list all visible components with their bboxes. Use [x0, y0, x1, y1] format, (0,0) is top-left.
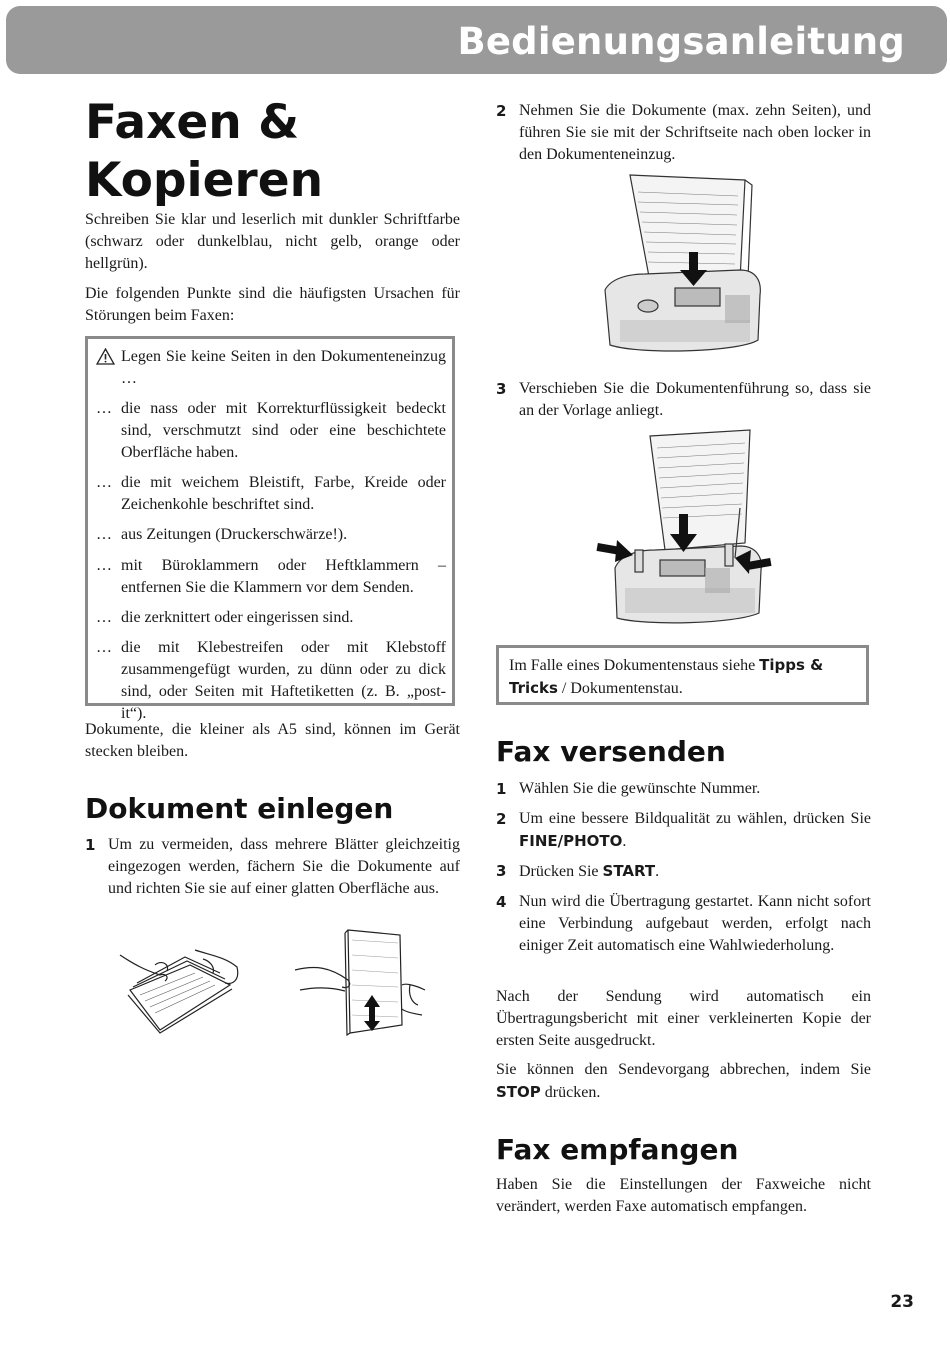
- document-jam-note: Im Falle eines Dokumentenstaus siehe Tipps & Tricks / Dokumentenstau.: [496, 645, 869, 705]
- fax-guide-adjust-illustration: [595, 428, 773, 628]
- fax-empfangen-text: Haben Sie die Einstellungen der Faxweiche nicht verändert, werden Faxe automatisch empfangen.: [496, 1176, 871, 1215]
- fax-document-insert-illustration: [600, 170, 765, 360]
- stop-key: STOP: [496, 1083, 541, 1101]
- start-key: START: [602, 862, 656, 880]
- versenden-step-4: 4 Nun wird die Übertragung gestartet. Kann nicht sofort eine Verbindung aufgebaut werden, erfolgt nach einiger Zeit automatisch eine Wahlwiederholung.: [496, 893, 871, 954]
- warning-box: Legen Sie keine Seiten in den Dokumenteneinzug … … die nass oder mit Korrekturflüssigkeit bedeckt sind, verschmutzt sind oder eine beschichtete Oberfläche haben. … die mit weichem Bleistift, Farbe, Kreide oder Zeichenkohle beschriftet sind. … aus Zeitungen (Druckerschwärze!). … mit Büroklammern oder Heftklammern – entfernen Sie die Klammern vor dem Senden. … die zerknittert oder eingerissen sind. … die mit Klebestreifen oder mit Klebstoff zusammengefügt wurden, zu dünn oder zu dick sind, oder Seiten mit Haftetiketten (z. B. „post-it“).: [85, 336, 455, 706]
- page-title-line-2: Kopieren: [85, 153, 324, 208]
- transmission-report-text: Nach der Sendung wird automatisch ein Übertragungsbericht mit einer verkleinerten Kopie der ersten Seite ausgedruckt.: [496, 988, 871, 1049]
- aligning-stack-illustration: [290, 925, 430, 1040]
- dokument-einlegen-heading: Dokument einlegen: [85, 792, 394, 825]
- versenden-step-1: 1 Wählen Sie die gewünschte Nummer.: [496, 780, 761, 798]
- page-title-line-1: Faxen &: [85, 95, 300, 150]
- versenden-step-3: 3 Drücken Sie START.: [496, 862, 660, 880]
- tipps-tricks-reference: Tipps & Tricks: [509, 656, 824, 697]
- intro-paragraph-2: Die folgenden Punkte sind die häufigsten Ursachen für Störungen beim Faxen:: [85, 285, 460, 324]
- fine-photo-key: FINE/PHOTO: [519, 832, 623, 850]
- einlegen-step-2: 2 Nehmen Sie die Dokumente (max. zehn Seiten), und führen Sie sie mit der Schriftseite nach oben locker in den Dokumenteneinzug.: [496, 102, 871, 163]
- header-title: Bedienungsanleitung: [457, 20, 905, 63]
- a5-note: Dokumente, die kleiner als A5 sind, können im Gerät stecken bleiben.: [85, 721, 460, 760]
- warning-first-text: Legen Sie keine Seiten in den Dokumenteneinzug …: [121, 348, 446, 387]
- versenden-step-2: 2 Um eine bessere Bildqualität zu wählen, drücken Sie FINE/PHOTO.: [496, 810, 871, 850]
- header-bar: [6, 6, 947, 74]
- warning-triangle-icon: [96, 346, 115, 370]
- einlegen-step-3: 3 Verschieben Sie die Dokumentenführung so, dass sie an der Vorlage anliegt.: [496, 380, 871, 419]
- page-title: [85, 94, 323, 210]
- fax-empfangen-heading: Fax empfangen: [496, 1133, 739, 1166]
- einlegen-step-1: 1 Um zu vermeiden, dass mehrere Blätter gleichzeitig eingezogen werden, fächern Sie die Dokumente auf und richten Sie sie auf einer glatten Oberfläche aus.: [85, 836, 460, 897]
- fax-versenden-heading: Fax versenden: [496, 735, 726, 768]
- page-number: 23: [890, 1292, 914, 1312]
- fanning-documents-illustration: [115, 945, 245, 1035]
- intro-paragraph-1: Schreiben Sie klar und leserlich mit dunkler Schriftfarbe (schwarz oder dunkelblau, nicht gelb, orange oder hellgrün).: [85, 211, 460, 272]
- abort-text: Sie können den Sendevorgang abbrechen, indem Sie STOP drücken.: [496, 1061, 871, 1101]
